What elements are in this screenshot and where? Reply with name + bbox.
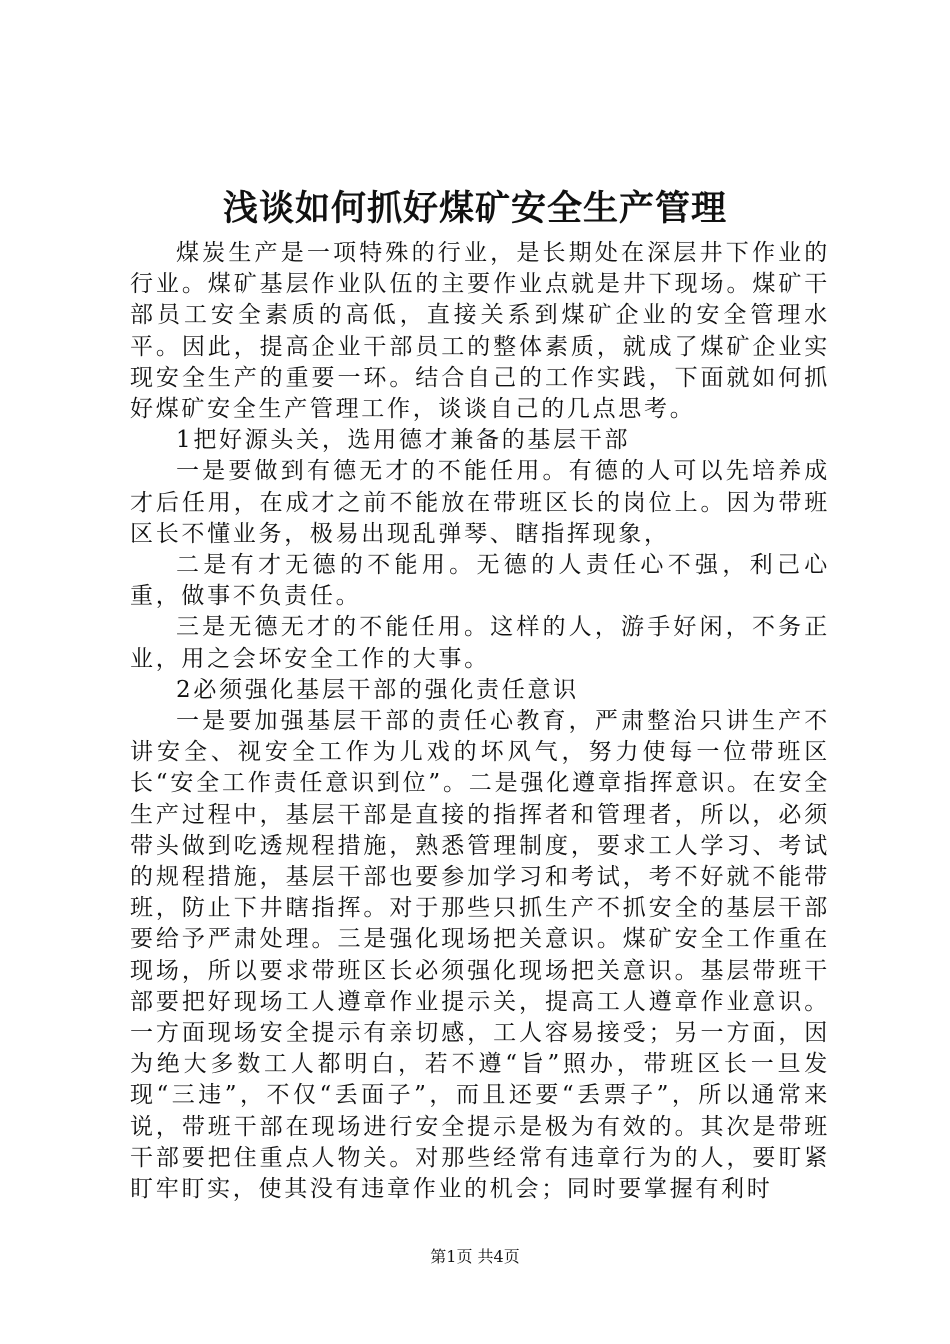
document-body: [130, 238, 830, 1205]
paragraph-intro: 煤炭生产是一项特殊的行业，是长期处在深层井下作业的行业。煤矿基层作业队伍的主要作业点就是井下现场。煤矿干部员工安全素质的高低，直接关系到煤矿企业的安全管理水平。因此，提高企业干部员工的整体素质，就成了煤矿企业实现安全生产的重要一环。结合自己的工作实践，下面就如何抓好煤矿安全生产管理工作，谈谈自己的几点思考。: [130, 240, 830, 423]
section-heading-1: 1把好源头关，选用德才兼备的基层干部: [176, 427, 631, 454]
paragraph: 三是无德无才的不能任用。这样的人，游手好闲，不务正业，用之会坏安全工作的大事。: [130, 614, 830, 672]
section-heading-2: 2必须强化基层干部的强化责任意识: [176, 676, 579, 703]
page-footer: 第1页 共4页: [430, 1247, 520, 1266]
paragraph: 一是要做到有德无才的不能任用。有德的人可以先培养成才后任用，在成才之前不能放在带班区长的岗位上。因为带班区长不懂业务，极易出现乱弹琴、瞎指挥现象，: [130, 458, 830, 547]
paragraph: 一是要加强基层干部的责任心教育，严肃整治只讲生产不讲安全、视安全工作为儿戏的坏风气，努力使每一位带班区长“安全工作责任意识到位”。二是强化遵章指挥意识。在安全生产过程中，基层干部是直接的指挥者和管理者，所以，必须带头做到吃透规程措施，熟悉管理制度，要求工人学习、考试的规程措施，基层干部也要参加学习和考试，考不好就不能带班，防止下井瞎指挥。对于那些只抓生产不抓安全的基层干部要给予严肃处理。三是强化现场把关意识。煤矿安全工作重在现场，所以要求带班区长必须强化现场把关意识。基层带班干部要把好现场工人遵章作业提示关，提高工人遵章作业意识。一方面现场安全提示有亲切感，工人容易接受；另一方面，因为绝大多数工人都明白，若不遵“旨”照办，带班区长一旦发现“三违”，不仅“丢面子”，而且还要“丢票子”，所以通常来说，带班干部在现场进行安全提示是极为有效的。其次是带班干部要把住重点人物关。对那些经常有违章行为的人，要盯紧盯牢盯实，使其没有违章作业的机会；同时要掌握有利时: [130, 708, 830, 1203]
paragraph: 二是有才无德的不能用。无德的人责任心不强，利己心重，做事不负责任。: [130, 552, 830, 610]
document-title: 浅谈如何抓好煤矿安全生产管理: [222, 188, 727, 229]
